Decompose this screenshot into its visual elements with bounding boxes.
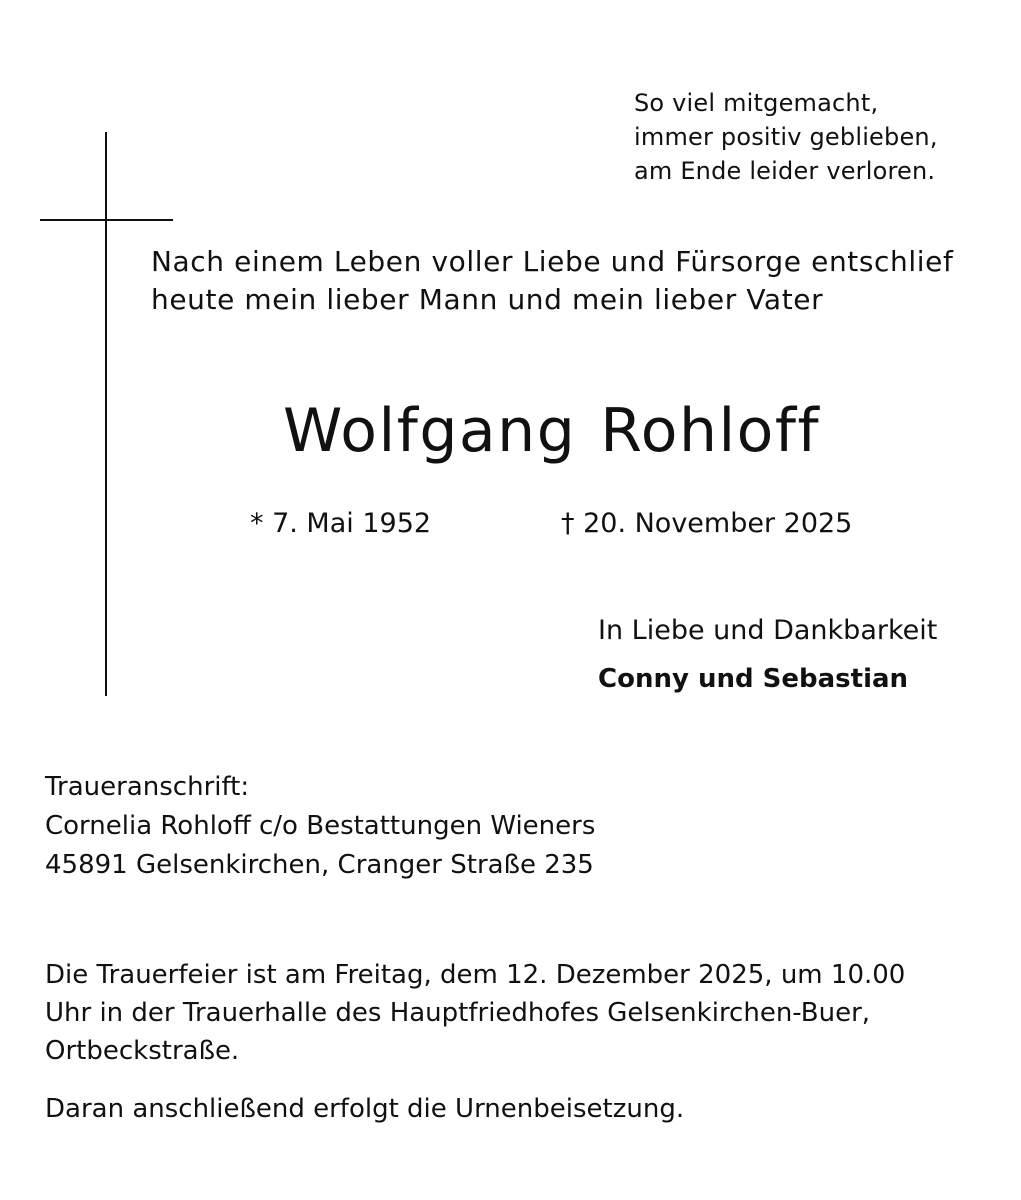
address-label: Traueranschrift: [45,772,250,802]
mourning-address [45,768,595,885]
burial-info: Daran anschließend erfolgt die Urnenbeisetzung. [45,1094,685,1124]
address-line: 45891 Gelsenkirchen, Cranger Straße 235 [45,850,594,880]
deceased-name [283,393,820,469]
intro-line: Nach einem Leben voller Liebe und Fürsorge entschlief [151,245,954,278]
ceremony-info [45,956,905,1070]
motto-verse [634,86,938,188]
thanks-line: In Liebe und Dankbarkeit [598,615,938,646]
deceased-last-name: Rohloff [600,396,821,466]
birth-date: * 7. Mai 1952 [250,508,432,539]
ceremony-line: Die Trauerfeier ist am Freitag, dem 12. Dezember 2025, um 10.00 [45,960,906,990]
motto-line: immer positiv geblieben, [634,123,938,151]
signers: Conny und Sebastian [598,664,909,694]
intro-line: heute mein lieber Mann und mein lieber Vater [151,283,824,316]
motto-line: So viel mitgemacht, [634,89,879,117]
ceremony-line: Uhr in der Trauerhalle des Hauptfriedhofes Gelsenkirchen-Buer, [45,998,871,1028]
motto-line: am Ende leider verloren. [634,157,936,185]
death-date: † 20. November 2025 [561,508,853,539]
intro-text [151,243,953,319]
address-line: Cornelia Rohloff c/o Bestattungen Wieners [45,811,596,841]
cross-horizontal-bar [40,219,173,221]
deceased-first-name: Wolfgang [283,396,577,466]
cross-vertical-bar [105,132,107,696]
ceremony-line: Ortbeckstraße. [45,1036,240,1066]
